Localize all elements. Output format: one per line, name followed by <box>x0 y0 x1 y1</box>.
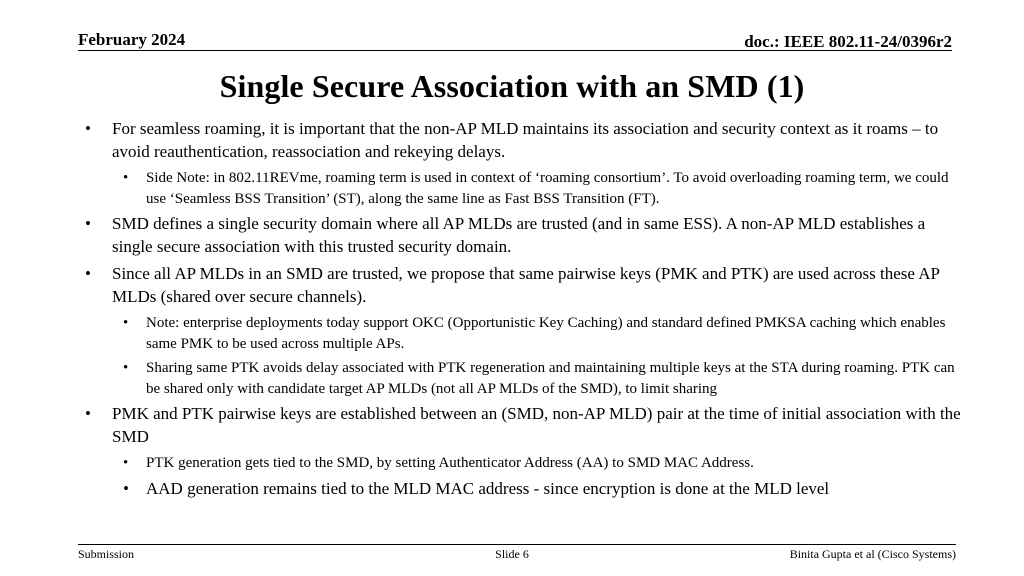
bullet-marker: • <box>123 315 129 331</box>
sub-bullet-3 <box>82 358 964 399</box>
bullet-text: Side Note: in 802.11REVme, roaming term is used in context of ‘roaming consortium’. To avoid overloading roaming term, we could use ‘Seamless BSS Transition’ (ST), along the same line as Fast BSS Transition (FT). <box>146 170 949 207</box>
bullet-marker: • <box>123 360 129 376</box>
sub-bullet-2 <box>82 313 964 354</box>
bullet-4 <box>82 403 964 448</box>
bullet-text: SMD defines a single security domain where all AP MLDs are trusted (and in same ESS). A non-AP MLD establishes a single secure association with this trusted security domain. <box>112 214 926 256</box>
footer-author: Binita Gupta et al (Cisco Systems) <box>789 547 956 561</box>
bullet-marker: • <box>85 119 91 138</box>
bullet-marker: • <box>85 214 91 233</box>
bullet-text: PTK generation gets tied to the SMD, by setting Authenticator Address (AA) to SMD MAC Address. <box>146 455 754 471</box>
bullet-text: PMK and PTK pairwise keys are established between an (SMD, non-AP MLD) pair at the time of initial association with the SMD <box>112 404 961 446</box>
slide-title: Single Secure Association with an SMD (1) <box>219 68 805 104</box>
sub-bullet-1 <box>82 168 964 209</box>
bullet-3 <box>82 263 964 308</box>
footer-divider <box>78 544 956 545</box>
bullet-marker: • <box>85 264 91 283</box>
footer-submission: Submission <box>78 547 135 561</box>
bullet-marker: • <box>123 170 129 186</box>
sub-bullet-5 <box>82 478 964 500</box>
bullet-marker: • <box>85 404 91 423</box>
header-divider <box>78 50 952 51</box>
bullet-marker: • <box>123 478 129 498</box>
sub-bullet-4 <box>82 453 964 474</box>
header-doc-id: doc.: IEEE 802.11-24/0396r2 <box>744 32 952 51</box>
bullet-text: Note: enterprise deployments today support OKC (Opportunistic Key Caching) and standard defined PMKSA caching which enables same PMK to be used across multiple APs. <box>146 315 946 352</box>
slide-content <box>82 118 964 504</box>
header-date: February 2024 <box>78 30 186 49</box>
bullet-text: For seamless roaming, it is important that the non-AP MLD maintains its association and security context as it roams – to avoid reauthentication, reassociation and rekeying delays. <box>112 119 939 161</box>
footer-slide-number: Slide 6 <box>495 547 529 561</box>
bullet-marker: • <box>123 455 129 471</box>
bullet-2 <box>82 213 964 258</box>
bullet-text: Sharing same PTK avoids delay associated with PTK regeneration and maintaining multiple keys at the STA during roaming. PTK can be shared only with candidate target AP MLDs (not all AP MLDs of the SMD), to limit sharing <box>146 360 955 397</box>
bullet-1 <box>82 118 964 163</box>
bullet-text: Since all AP MLDs in an SMD are trusted, we propose that same pairwise keys (PMK and PTK) are used across these AP MLDs (shared over secure channels). <box>112 264 940 306</box>
bullet-text: AAD generation remains tied to the MLD MAC address - since encryption is done at the MLD level <box>146 478 830 498</box>
